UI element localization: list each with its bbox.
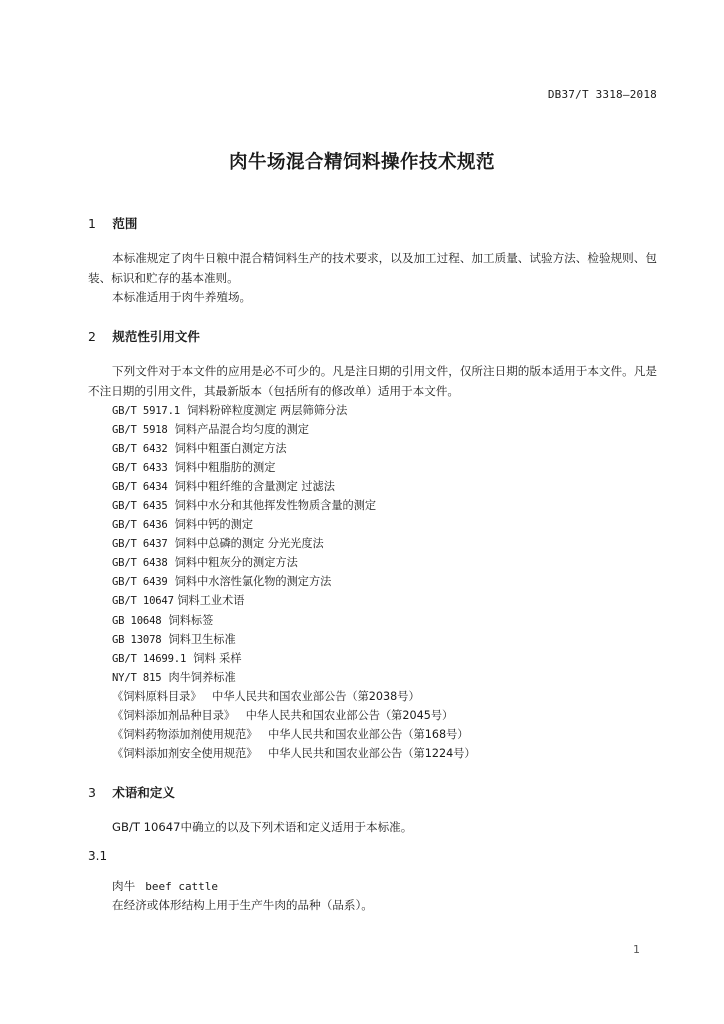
section-1-paragraph-2: 本标准适用于肉牛养殖场。	[112, 290, 252, 304]
reference-item: GB 13078 饲料卫生标准	[112, 632, 236, 646]
section-title: 范围	[112, 216, 138, 231]
section-title: 规范性引用文件	[112, 329, 200, 344]
section-number: 1	[88, 216, 96, 231]
section-2-paragraph-1: 下列文件对于本文件的应用是必不可少的。凡是注日期的引用文件，仅所注日期的版本适用于本文件。凡是不注日期的引用文件，其最新版本（包括所有的修改单）适用于本文件。	[88, 364, 657, 398]
reference-item: GB/T 6434 饲料中粗纤维的含量测定 过滤法	[112, 480, 335, 494]
term-definition: 在经济或体形结构上用于生产牛肉的品种（品系）。	[112, 898, 373, 912]
reference-item: GB/T 6432 饲料中粗蛋白测定方法	[112, 442, 287, 456]
reference-item: GB/T 5917.1 饲料粉碎粒度测定 两层筛筛分法	[112, 404, 348, 417]
section-1-heading	[88, 214, 137, 232]
section-2-heading	[88, 327, 200, 345]
reference-item: GB/T 5918 饲料产品混合均匀度的测定	[112, 423, 309, 437]
section-3-paragraph-1: GB/T 10647中确立的以及下列术语和定义适用于本标准。	[112, 820, 413, 834]
section-3-heading	[88, 783, 175, 801]
page-number: 1	[633, 943, 640, 956]
document-number: DB37/T 3318—2018	[547, 88, 657, 101]
normative-references-list	[112, 401, 476, 763]
reference-item: 《饲料原料目录》 中华人民共和国农业部公告（第2038号）	[112, 689, 420, 703]
reference-item: GB/T 6438 饲料中粗灰分的测定方法	[112, 556, 298, 570]
reference-item: GB/T 6433 饲料中粗脂肪的测定	[112, 461, 276, 475]
reference-item: GB 10648 饲料标签	[112, 613, 214, 627]
reference-item: GB/T 6436 饲料中钙的测定	[112, 518, 254, 532]
subsection-number: 3.1	[88, 849, 108, 863]
term-entry	[112, 877, 218, 897]
reference-item: GB/T 6437 饲料中总磷的测定 分光光度法	[112, 537, 324, 551]
section-number: 3	[88, 785, 96, 800]
reference-item: GB/T 6439 饲料中水溶性氯化物的测定方法	[112, 575, 332, 589]
document-title: 肉牛场混合精饲料操作技术规范	[228, 152, 495, 173]
section-1-paragraph-1: 本标准规定了肉牛日粮中混合精饲料生产的技术要求，以及加工过程、加工质量、试验方法、检验规则、包装、标识和贮存的基本准则。	[88, 251, 657, 285]
reference-item: GB/T 14699.1 饲料 采样	[112, 651, 242, 665]
term-english: beef cattle	[145, 880, 219, 893]
reference-item: 《饲料药物添加剂使用规范》 中华人民共和国农业部公告（第168号）	[112, 727, 469, 741]
term-chinese: 肉牛	[112, 879, 136, 893]
reference-item: 《饲料添加剂安全使用规范》 中华人民共和国农业部公告（第1224号）	[112, 746, 476, 760]
section-title: 术语和定义	[112, 785, 175, 800]
reference-item: GB/T 10647 饲料工业术语	[112, 594, 245, 608]
reference-item: 《饲料添加剂品种目录》 中华人民共和国农业部公告（第2045号）	[112, 708, 454, 722]
section-number: 2	[88, 329, 96, 344]
reference-item: GB/T 6435 饲料中水分和其他挥发性物质含量的测定	[112, 499, 377, 513]
reference-item: NY/T 815 肉牛饲养标准	[112, 670, 236, 684]
